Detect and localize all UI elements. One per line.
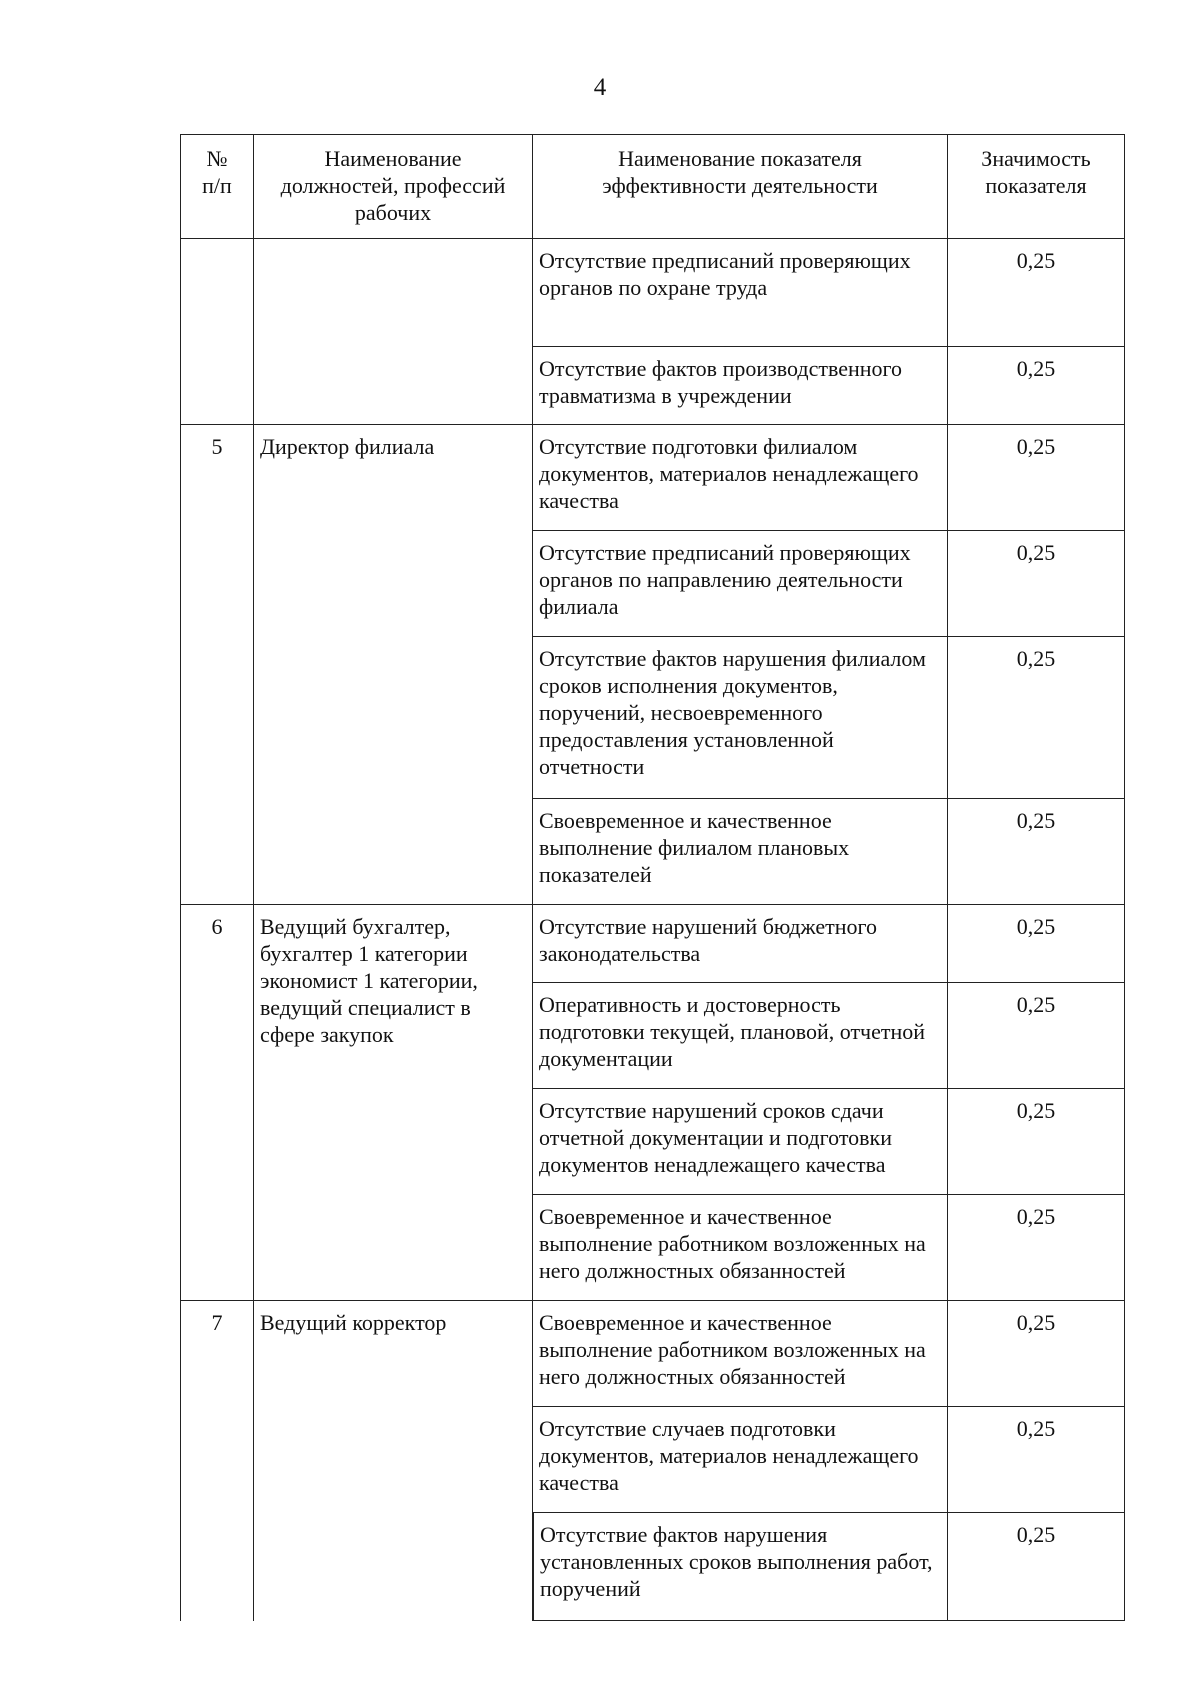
weight-cell: 0,25 — [948, 1195, 1125, 1301]
weight-cell: 0,25 — [948, 1301, 1125, 1407]
weight-cell: 0,25 — [948, 905, 1125, 983]
weight-cell: 0,25 — [948, 425, 1125, 531]
indicator-cell: Своевременное и качественное выполнение работником возложенных на него должностных обязанностей — [533, 1301, 948, 1407]
header-num: № п/п — [181, 135, 254, 239]
group-num-5: 5 — [181, 425, 254, 905]
position-lead-proofreader: Ведущий корректор — [254, 1301, 533, 1621]
page-number: 4 — [593, 74, 607, 101]
indicator-cell: Своевременное и качественное выполнение филиалом плановых показателей — [533, 799, 948, 905]
weight-cell: 0,25 — [948, 1407, 1125, 1513]
header-indicator: Наименование показателя эффективности деятельности — [533, 135, 948, 239]
group-num-6: 6 — [181, 905, 254, 1301]
weight-cell: 0,25 — [948, 239, 1125, 347]
weight-cell: 0,25 — [948, 1089, 1125, 1195]
performance-indicators-table — [180, 134, 1125, 1621]
group-num-7: 7 — [181, 1301, 254, 1621]
weight-cell: 0,25 — [948, 531, 1125, 637]
indicator-cell: Отсутствие предписаний проверяющих органов по охране труда — [533, 239, 948, 347]
weight-cell: 0,25 — [948, 983, 1125, 1089]
indicator-cell: Отсутствие подготовки филиалом документов, материалов ненадлежащего качества — [533, 425, 948, 531]
weight-cell: 0,25 — [948, 799, 1125, 905]
indicator-cell: Отсутствие предписаний проверяющих органов по направлению деятельности филиала — [533, 531, 948, 637]
indicator-cell: Отсутствие фактов производственного травматизма в учреждении — [533, 347, 948, 425]
header-position: Наименование должностей, профессий рабочих — [254, 135, 533, 239]
group-continued-num — [181, 239, 254, 425]
weight-cell: 0,25 — [948, 347, 1125, 425]
indicator-cell: Своевременное и качественное выполнение работником возложенных на него должностных обязанностей — [533, 1195, 948, 1301]
indicator-cell: Отсутствие фактов нарушения филиалом сроков исполнения документов, поручений, несвоевременного предоставления установленной отчетности — [533, 637, 948, 799]
indicator-cell: Отсутствие фактов нарушения установленных сроков выполнения работ, поручений — [533, 1513, 948, 1621]
indicator-cell: Отсутствие нарушений бюджетного законодательства — [533, 905, 948, 983]
indicator-cell: Отсутствие случаев подготовки документов, материалов ненадлежащего качества — [533, 1407, 948, 1513]
group-continued-position — [254, 239, 533, 425]
weight-cell: 0,25 — [948, 1513, 1125, 1621]
header-weight: Значимость показателя — [948, 135, 1125, 239]
position-director-branch: Директор филиала — [254, 425, 533, 905]
indicator-cell: Отсутствие нарушений сроков сдачи отчетной документации и подготовки документов ненадлежащего качества — [533, 1089, 948, 1195]
weight-cell: 0,25 — [948, 637, 1125, 799]
position-accountants: Ведущий бухгалтер, бухгалтер 1 категории экономист 1 категории, ведущий специалист в сфере закупок — [254, 905, 533, 1301]
indicator-cell: Оперативность и достоверность подготовки текущей, плановой, отчетной документации — [533, 983, 948, 1089]
